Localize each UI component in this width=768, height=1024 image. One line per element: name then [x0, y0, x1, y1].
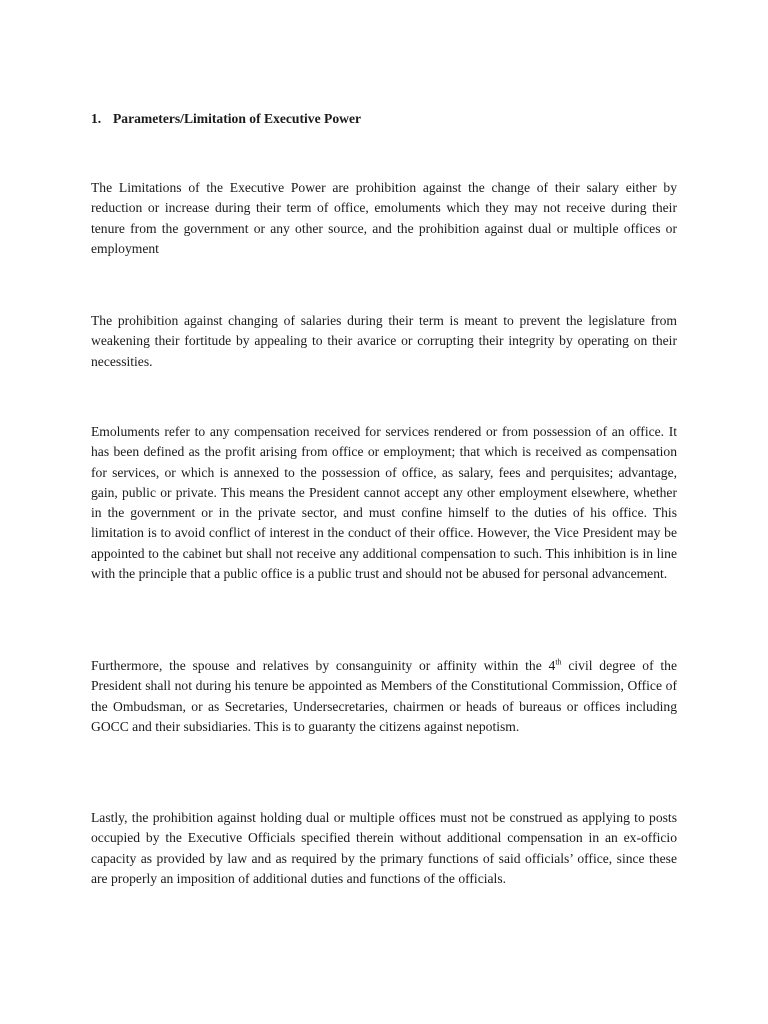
paragraph-emoluments: Emoluments refer to any compensation received for services rendered or from possession of an office. It has been defined as the profit arising from office or employment; that which is received as compensation for services, or which is annexed to the possession of office, as salary, fees and perquisites; advantage, gain, public or private. This means the President cannot accept any other employment elsewhere, whether in the government or in the private sector, and must confine himself to the duties of his office. This limitation is to avoid conflict of interest in the conduct of their office. However, the Vice President may be appointed to the cabinet but shall not receive any additional compensation to such. This inhibition is in line with the principle that a public office is a public trust and should not be abused for personal advancement. [91, 424, 677, 582]
ordinal-superscript: th [555, 657, 562, 667]
paragraph-nepotism [91, 656, 677, 737]
paragraph-limitations: The Limitations of the Executive Power are prohibition against the change of their salary either by reduction or increase during their term of office, emoluments which they may not receive during their tenure from the government or any other source, and the prohibition against dual or multiple offices or employment [91, 180, 677, 256]
paragraph-nepotism-start: Furthermore, the spouse and relatives by consanguinity or affinity within the 4 [91, 658, 556, 673]
section-heading [91, 109, 361, 129]
paragraph-nepotism-end: civil degree of the President shall not during his tenure be appointed as Members of the Constitutional Commission, Office of the Ombudsman, or as Secretaries, Undersecretaries, chairmen or heads of bureaus or offices including GOCC and their subsidiaries. This is to guaranty the citizens against nepotism. [91, 658, 677, 734]
paragraph-dual-offices: Lastly, the prohibition against holding dual or multiple offices must not be construed as applying to posts occupied by the Executive Officials specified therein without additional compensation in an ex-officio capacity as provided by law and as required by the primary functions of said officials’ office, since these are properly an imposition of additional duties and functions of the officials. [91, 810, 677, 886]
paragraph-salary-prohibition: The prohibition against changing of salaries during their term is meant to prevent the legislature from weakening their fortitude by appealing to their avarice or corrupting their integrity by operating on their necessities. [91, 313, 677, 369]
section-number: 1. [91, 111, 102, 126]
section-title: Parameters/Limitation of Executive Power [113, 111, 362, 126]
